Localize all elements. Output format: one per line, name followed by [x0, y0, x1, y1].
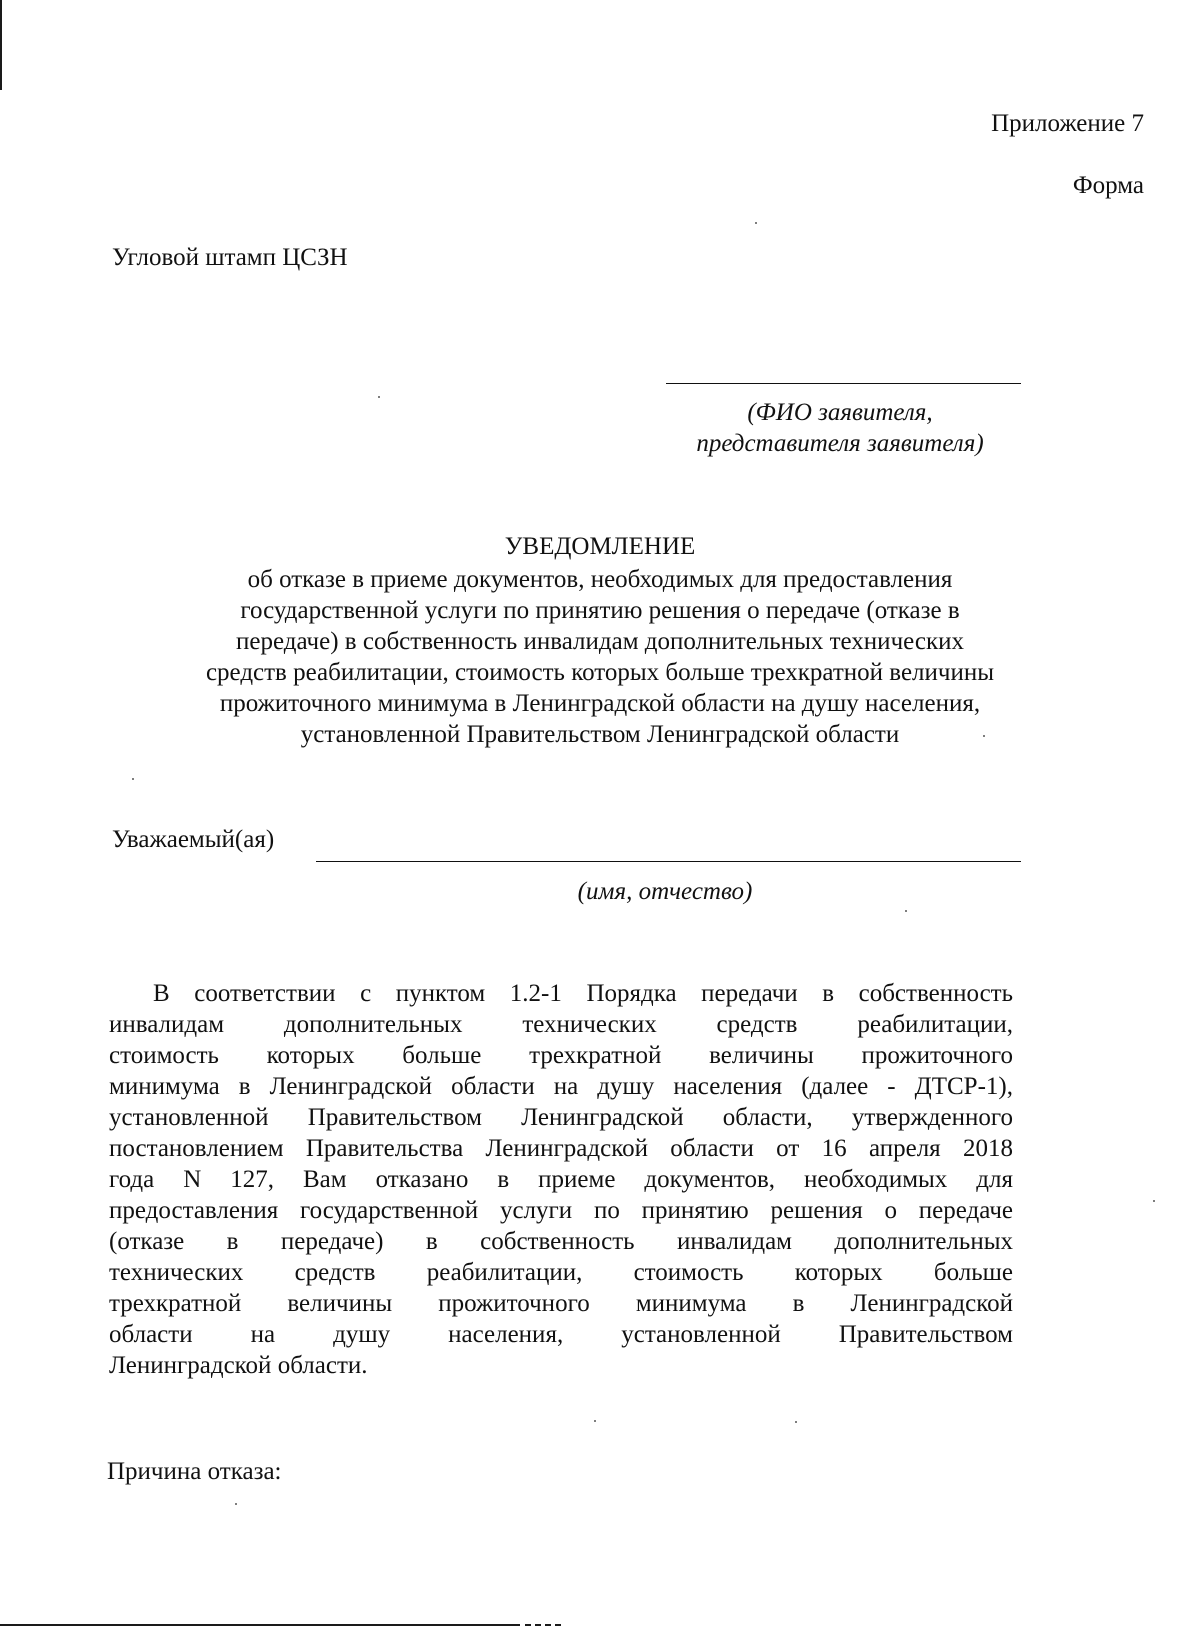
scan-speck	[795, 1421, 797, 1423]
notice-subtitle-line: об отказе в приеме документов, необходимых для предоставления	[247, 566, 953, 593]
scan-speck	[755, 222, 757, 224]
body-line: трехкратной величины прожиточного минимума в Ленинградской	[109, 1290, 1013, 1317]
applicant-caption-line: представителя заявителя)	[696, 430, 984, 457]
scan-speck	[905, 910, 907, 912]
greeting-label: Уважаемый(ая)	[112, 826, 275, 853]
body-line: установленной Правительством Ленинградской области, утвержденного	[109, 1104, 1013, 1131]
form-label: Форма	[1072, 172, 1144, 199]
body-line: области на душу населения, установленной Правительством	[109, 1321, 1013, 1348]
notice-subtitle	[80, 564, 1120, 750]
corner-stamp-label: Угловой штамп ЦСЗН	[112, 244, 348, 271]
body-line: постановлением Правительства Ленинградской области от 16 апреля 2018	[109, 1135, 1013, 1162]
body-line: стоимость которых больше трехкратной величины прожиточного	[109, 1042, 1013, 1069]
body-line: (отказе в передаче) в собственность инвалидам дополнительных	[109, 1228, 1013, 1255]
notice-subtitle-line: установленной Правительством Ленинградской области	[300, 721, 900, 748]
body-line: Ленинградской области.	[109, 1352, 368, 1379]
refusal-reason-label: Причина отказа:	[107, 1458, 282, 1485]
scan-edge-left	[0, 0, 2, 90]
body-line: технических средств реабилитации, стоимость которых больше	[109, 1259, 1013, 1286]
applicant-caption	[640, 397, 1040, 459]
scan-speck	[1153, 1200, 1155, 1202]
body-line: инвалидам дополнительных технических средств реабилитации,	[109, 1011, 1013, 1038]
recipient-name-line	[316, 861, 1021, 862]
body-line: года N 127, Вам отказано в приеме документов, необходимых для	[109, 1166, 1013, 1193]
body-paragraph	[109, 978, 1013, 1381]
body-line: предоставления государственной услуги по принятию решения о передаче	[109, 1197, 1013, 1224]
recipient-caption: (имя, отчество)	[577, 878, 753, 905]
scan-speck	[132, 778, 134, 780]
scan-edge-bottom	[0, 1624, 520, 1626]
scan-speck	[235, 1503, 237, 1505]
notice-subtitle-line: прожиточного минимума в Ленинградской области на душу населения,	[219, 690, 981, 717]
applicant-name-line	[666, 383, 1021, 384]
scan-speck	[378, 396, 380, 398]
notice-subtitle-line: государственной услуги по принятию решения о передаче (отказе в	[240, 597, 960, 624]
body-line: минимума в Ленинградской области на душу населения (далее - ДТСР-1),	[109, 1073, 1013, 1100]
appendix-label: Приложение 7	[991, 110, 1144, 137]
notice-title: УВЕДОМЛЕНИЕ	[504, 533, 696, 560]
scan-speck	[594, 1420, 596, 1422]
body-line: В соответствии с пунктом 1.2-1 Порядка передачи в собственность	[153, 980, 1013, 1007]
applicant-caption-line: (ФИО заявителя,	[747, 399, 933, 426]
notice-subtitle-line: передаче) в собственность инвалидам дополнительных технических	[236, 628, 964, 655]
notice-subtitle-line: средств реабилитации, стоимость которых больше трехкратной величины	[205, 659, 995, 686]
scan-edge-bottom-dash	[525, 1624, 565, 1626]
